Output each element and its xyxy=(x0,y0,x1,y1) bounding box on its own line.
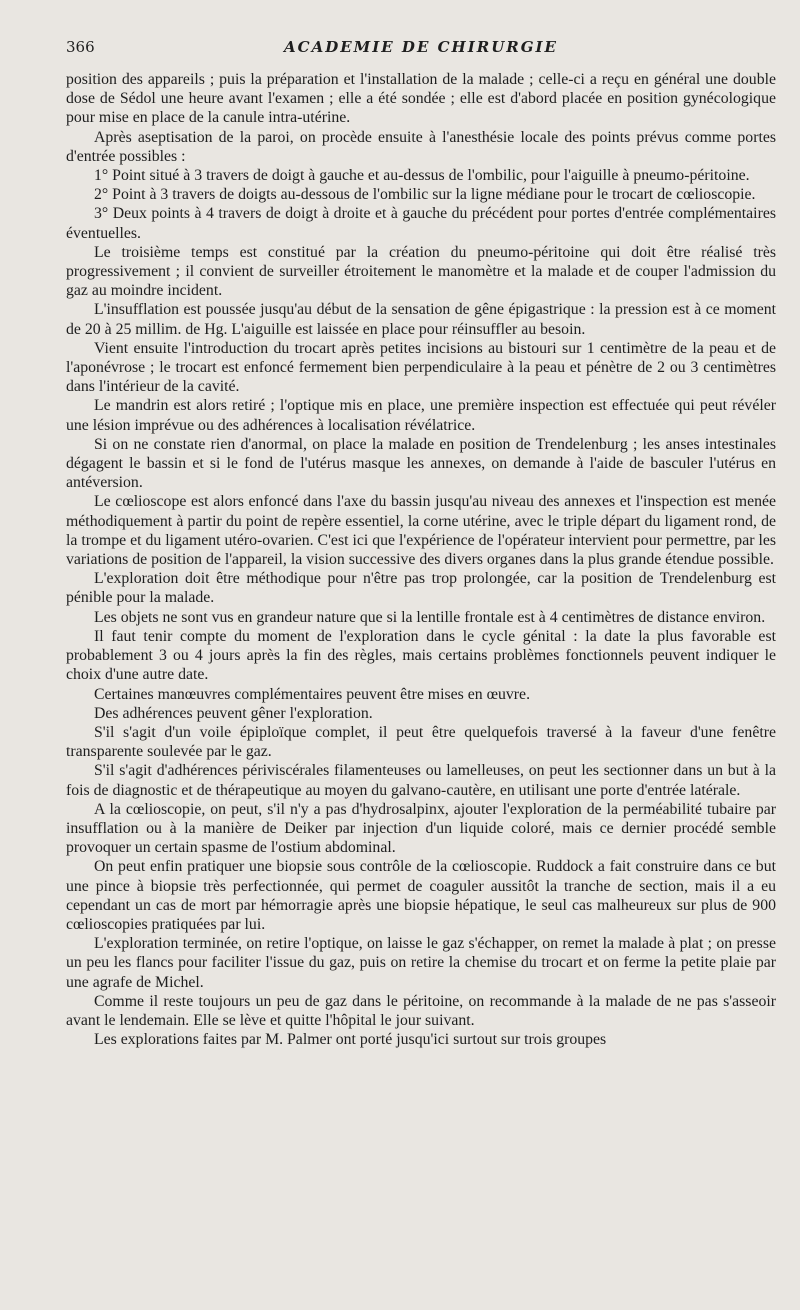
paragraph: Les explorations faites par M. Palmer ont porté jusqu'ici surtout sur trois groupes xyxy=(94,1031,607,1049)
paragraph: Le mandrin est alors retiré ; l'optique mis en place, une première inspection est effectuée qui peut révéler une lésion imprévue ou des adhérences à localisation révélatrice. xyxy=(66,397,776,434)
paragraph: Si on ne constate rien d'anormal, on place la malade en position de Trendelenburg ; les anses intestinales dégagent le bassin et si le fond de l'utérus masque les annexes, on demande à l'aide de basculer l'utérus en antéversion. xyxy=(66,435,776,492)
body-text xyxy=(66,70,776,1049)
running-title: ACADEMIE DE CHIRURGIE xyxy=(284,38,558,56)
paragraph: L'exploration doit être méthodique pour n'être pas trop prolongée, car la position de Trendelenburg est pénible pour la malade. xyxy=(66,570,776,607)
paragraph: Comme il reste toujours un peu de gaz dans le péritoine, on recommande à la malade de ne pas s'asseoir avant le lendemain. Elle se lève et quitte l'hôpital le jour suivant. xyxy=(66,992,776,1029)
paragraph: 1° Point situé à 3 travers de doigt à gauche et au-dessus de l'ombilic, pour l'aiguille à pneumo-péritoine. xyxy=(94,167,750,185)
paragraph: Des adhérences peuvent gêner l'exploration. xyxy=(94,704,373,722)
paragraph: S'il s'agit d'un voile épiploïque complet, il peut être quelquefois traversé à la faveur d'une fenêtre transparente soulevée par le gaz. xyxy=(66,723,776,761)
page-number: 366 xyxy=(66,38,95,56)
paragraph: position des appareils ; puis la préparation et l'installation de la malade ; celle-ci a reçu en général une double dose de Sédol une heure avant l'examen ; elle a été sondée ; elle est d'abord placée en position gynécologique pour mise en place de la canule intra-utérine. xyxy=(66,71,776,127)
paragraph: L'insufflation est poussée jusqu'au début de la sensation de gêne épigastrique : la pression est à ce moment de 20 à 25 millim. de Hg. L'aiguille est laissée en place pour réinsuffler au besoin. xyxy=(66,301,776,338)
page-header xyxy=(66,38,776,60)
paragraph: Après aseptisation de la paroi, on procède ensuite à l'anesthésie locale des points prévus comme portes d'entrée possibles : xyxy=(66,128,776,165)
paragraph: Certaines manœuvres complémentaires peuvent être mises en œuvre. xyxy=(94,685,531,703)
paragraph: L'exploration terminée, on retire l'optique, on laisse le gaz s'échapper, on remet la malade à plat ; on presse un peu les flancs pour faciliter l'issue du gaz, puis on retire la chemise du trocart et on ferme la petite plaie par une agrafe de Michel. xyxy=(66,935,776,991)
paragraph: Le troisième temps est constitué par la création du pneumo-péritoine qui doit être réalisé très progressivement ; il convient de surveiller étroitement le manomètre et la malade et de couper l'admission du gaz au moindre incident. xyxy=(66,243,776,300)
paragraph: Vient ensuite l'introduction du trocart après petites incisions au bistouri sur 1 centimètre de la peau et de l'aponévrose ; le trocart est enfoncé fermement bien perpendiculaire à la peau et pénètre de 2 ou 3 centimètres dans l'intérieur de la cavité. xyxy=(66,339,776,396)
paragraph: 3° Deux points à 4 travers de doigt à droite et à gauche du précédent pour portes d'entrée complémentaires éventuelles. xyxy=(66,205,776,242)
paragraph: A la cœlioscopie, on peut, s'il n'y a pas d'hydrosalpinx, ajouter l'exploration de la perméabilité tubaire par insufflation ou à la manière de Deiker par injection d'un liquide coloré, mais ce dernier procédé semble provoquer un certain spasme de l'ostium abdominal. xyxy=(66,800,776,857)
paragraph: S'il s'agit d'adhérences périviscérales filamenteuses ou lamelleuses, on peut les sectionner dans un but à la fois de diagnostic et de thérapeutique au moyen du galvano-cautère, en utilisant une porte d'entrée latérale. xyxy=(66,762,776,799)
paragraph: Le cœlioscope est alors enfoncé dans l'axe du bassin jusqu'au niveau des annexes et l'inspection est menée méthodiquement à partir du point de repère essentiel, la corne utérine, avec le triple départ du ligament rond, de la trompe et du ligament utéro-ovarien. C'est ici que l'expérience de l'opérateur intervient pour permettre, par les variations de position de l'appareil, la vision successive des divers organes dans la plus grande étendue possible. xyxy=(66,493,776,569)
paragraph: On peut enfin pratiquer une biopsie sous contrôle de la cœlioscopie. Ruddock a fait construire dans ce but une pince à biopsie très perfectionnée, qui permet de coaguler aussitôt la tranche de section, mais il a eu cependant un cas de mort par hémorragie après une biopsie hépatique, le seul cas malheureux sur plus de 900 cœlioscopies pratiquées par lui. xyxy=(66,858,776,933)
paragraph: Les objets ne sont vus en grandeur nature que si la lentille frontale est à 4 centimètres de distance environ. xyxy=(94,608,766,626)
paragraph: Il faut tenir compte du moment de l'exploration dans le cycle génital : la date la plus favorable est probablement 3 ou 4 jours après la fin des règles, mais certains problèmes fonctionnels peuvent indiquer le choix d'une autre date. xyxy=(66,627,776,684)
paragraph: 2° Point à 3 travers de doigts au-dessous de l'ombilic sur la ligne médiane pour le trocart de cœlioscopie. xyxy=(94,186,756,204)
